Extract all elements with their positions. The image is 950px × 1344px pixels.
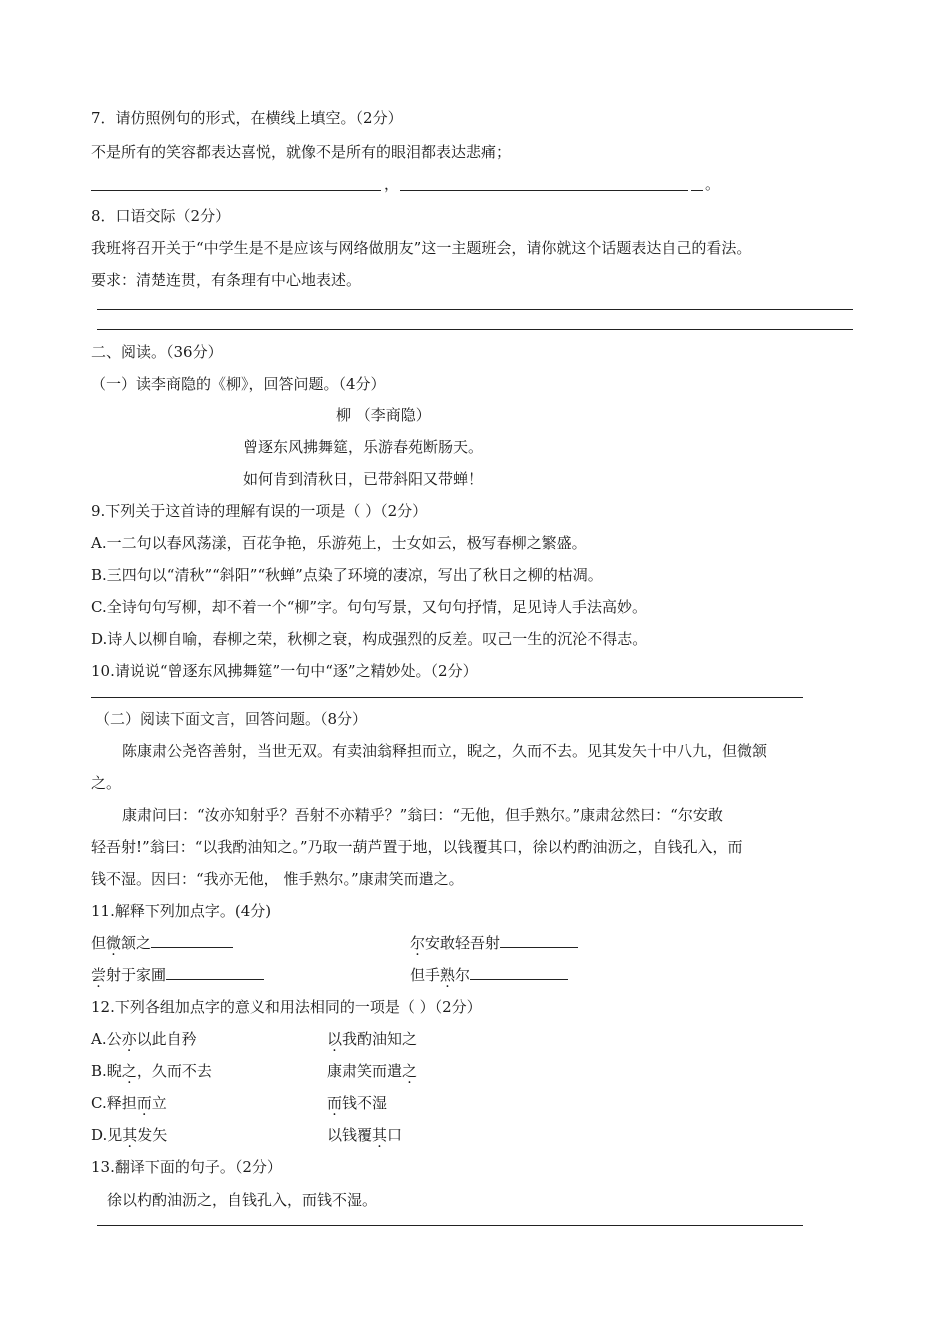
q8-answer-line-1[interactable] xyxy=(97,309,853,310)
emphasis-dot-char: 其 xyxy=(372,1126,388,1144)
q11-blank-2[interactable] xyxy=(500,933,578,948)
passage-p2-line-2: 轻吾射!”翁曰：“以我酌油知之。”乃取一葫芦置于地，以钱覆其口，徐以杓酌油沥之，自钱孔入，而 xyxy=(91,838,743,856)
q12-option-b-left[interactable]: B.睨之，久而不去 xyxy=(91,1062,212,1080)
passage-p1-line-1: 陈康肃公尧咨善射，当世无双。有卖油翁释担而立，睨之，久而不去。见其发矢十中八九，但微颔 xyxy=(122,742,768,760)
q11-blank-1[interactable] xyxy=(151,933,233,948)
q12-option-a-left[interactable]: A.公亦以此自矜 xyxy=(91,1030,197,1048)
q8-prompt: 我班将召开关于“中学生是不是应该与网络做朋友”这一主题班会，请你就这个话题表达自己的看法。 xyxy=(91,239,752,257)
q9-title: 9.下列关于这首诗的理解有误的一项是（ ）（2分） xyxy=(91,502,428,520)
q9-option-d[interactable]: D.诗人以柳自喻，春柳之荣，秋柳之衰，构成强烈的反差。叹己一生的沉沦不得志。 xyxy=(91,630,648,648)
q7-period: 。 xyxy=(705,175,721,193)
q11-item-1: 但微颔之 xyxy=(91,933,233,953)
emphasis-dot-char: 其 xyxy=(122,1126,138,1144)
passage-p2-line-3: 钱不湿。因曰：“我亦无他， 惟手熟尔。”康肃笑而遣之。 xyxy=(91,870,464,888)
q13-answer-line[interactable] xyxy=(97,1225,803,1226)
q9-option-b[interactable]: B.三四句以“清秋”“斜阳”“秋蝉”点染了环境的凄凉，写出了秋日之柳的枯凋。 xyxy=(91,566,603,584)
q12-option-d-right[interactable]: 以钱覆其口 xyxy=(327,1126,403,1144)
q11-title: 11.解释下列加点字。(4分) xyxy=(91,902,272,920)
poem-line-1: 曾逐东风拂舞筵，乐游春苑断肠天。 xyxy=(243,438,484,456)
q12-option-c-left[interactable]: C.释担而立 xyxy=(91,1094,167,1112)
q11-item-2: 尔安敢轻吾射 xyxy=(410,933,578,953)
q13-title: 13.翻译下面的句子。（2分） xyxy=(91,1158,282,1176)
emphasis-dot-char: 而 xyxy=(136,1094,152,1112)
q12-option-c-right[interactable]: 而钱不湿 xyxy=(327,1094,388,1112)
q9-option-a[interactable]: A.一二句以春风荡漾，百花争艳，乐游苑上，士女如云，极写春柳之繁盛。 xyxy=(91,534,587,552)
passage-p1-line-2: 之。 xyxy=(91,774,122,792)
q7-title: 7．请仿照例句的形式，在横线上填空。（2分） xyxy=(91,109,403,127)
emphasis-dot-char: 而 xyxy=(327,1094,343,1112)
q12-option-d-left[interactable]: D.见其发矢 xyxy=(91,1126,168,1144)
poem-line-2: 如何肯到清秋日，已带斜阳又带蝉！ xyxy=(243,470,484,488)
q12-option-b-right[interactable]: 康肃笑而遣之 xyxy=(327,1062,418,1080)
q12-option-a-right[interactable]: 以我酌油知之 xyxy=(327,1030,418,1048)
q8-title: 8．口语交际（2分） xyxy=(91,207,231,225)
q10-answer-line[interactable] xyxy=(91,697,803,698)
q7-answer-line-tail xyxy=(691,190,703,191)
q11-item-4: 但手熟尔 xyxy=(410,965,568,985)
emphasis-dot-char: 亦 xyxy=(121,1030,137,1048)
emphasis-dot-char: 之 xyxy=(121,1062,137,1080)
emphasis-dot-char: 以 xyxy=(327,1030,343,1048)
q9-option-c[interactable]: C.全诗句句写柳，却不着一个“柳”字。句句写景，又句句抒情，足见诗人手法高妙。 xyxy=(91,598,648,616)
q7-comma: ， xyxy=(384,175,400,193)
q11-blank-3[interactable] xyxy=(166,965,264,980)
section-2-title: 二、阅读。（36分） xyxy=(91,343,223,361)
emphasis-dot-char: 尝 xyxy=(91,966,107,984)
part-2-title: （二）阅读下面文言，回答问题。（8分） xyxy=(95,710,368,728)
q8-answer-line-2[interactable] xyxy=(97,329,853,330)
q13-sentence: 徐以杓酌油沥之，自钱孔入，而钱不湿。 xyxy=(107,1191,378,1209)
q11-blank-4[interactable] xyxy=(470,965,568,980)
emphasis-dot-char: 熟 xyxy=(440,966,456,984)
q12-title: 12.下列各组加点字的意义和用法相同的一项是（ ）（2分） xyxy=(91,998,482,1016)
q7-example: 不是所有的笑容都表达喜悦，就像不是所有的眼泪都表达悲痛； xyxy=(91,143,512,161)
emphasis-dot-char: 尔 xyxy=(410,934,426,952)
q11-item-3: 尝射于家圃 xyxy=(91,965,264,985)
q7-answer-line-1[interactable] xyxy=(91,190,381,191)
q10-title: 10.请说说“曾逐东风拂舞筵”一句中“逐”之精妙处。（2分） xyxy=(91,662,478,680)
part-1-title: （一）读李商隐的《柳》，回答问题。（4分） xyxy=(91,375,386,393)
q7-answer-line-2[interactable] xyxy=(400,190,688,191)
passage-p2-line-1: 康肃问曰：“汝亦知射乎？吾射不亦精乎？”翁曰：“无他，但手熟尔。”康肃忿然曰：“尔安敢 xyxy=(122,806,723,824)
poem-title: 柳 （李商隐） xyxy=(336,406,431,424)
emphasis-dot-char: 微 xyxy=(106,934,122,952)
emphasis-dot-char: 之 xyxy=(402,1062,418,1080)
q8-requirement: 要求：清楚连贯，有条理有中心地表述。 xyxy=(91,271,362,289)
